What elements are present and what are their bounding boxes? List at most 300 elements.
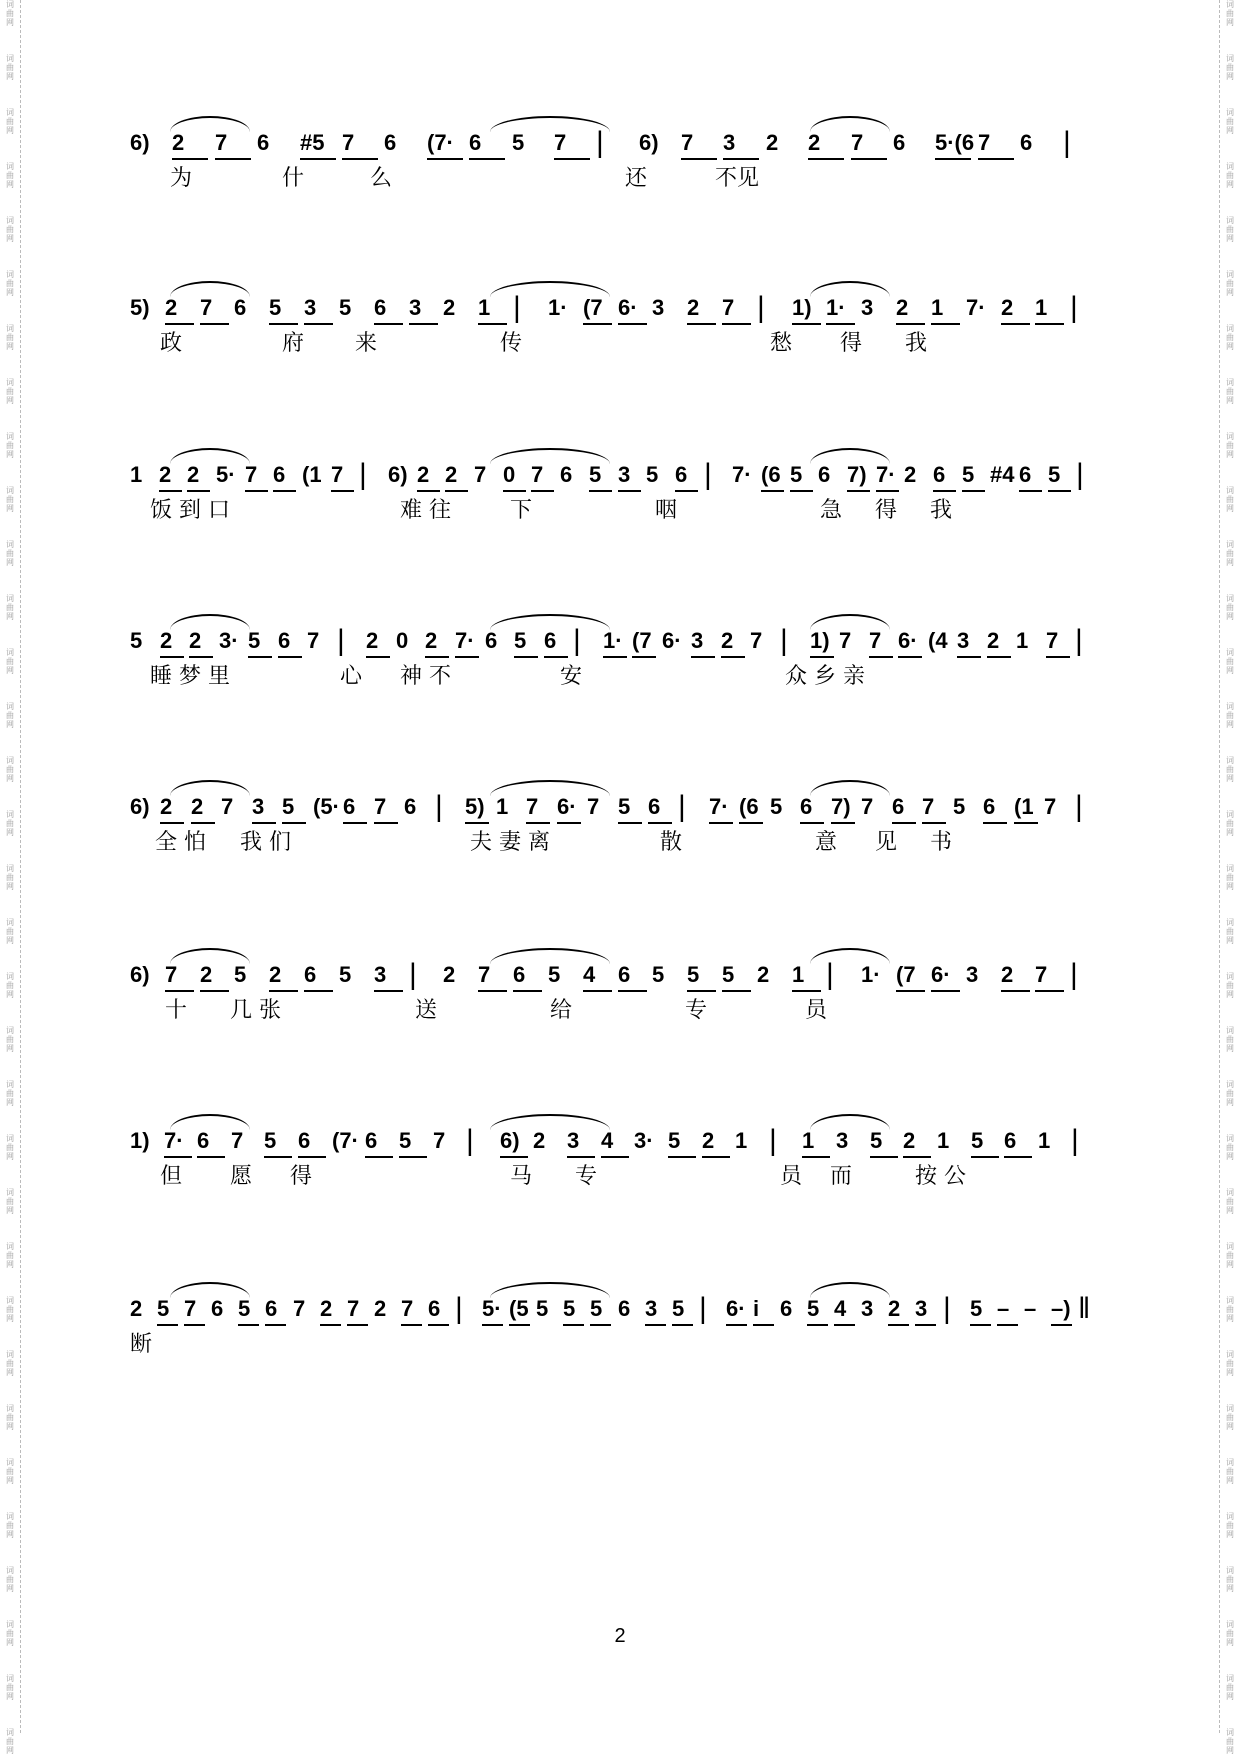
left-margin-watermark-strip [0, 0, 21, 1755]
note: 5 [548, 962, 561, 987]
beam-line [687, 990, 716, 992]
slur [490, 780, 610, 796]
slur [810, 281, 890, 297]
note: (7 [632, 628, 652, 653]
beam-line [401, 1324, 422, 1326]
note: 6 [675, 462, 688, 487]
beam-line [987, 656, 1011, 658]
beam-line [722, 990, 751, 992]
lyric: 不见 [715, 166, 760, 191]
note: 5 [514, 628, 527, 653]
note: 6 [374, 295, 387, 320]
note: 5 [339, 295, 352, 320]
note: (4 [928, 628, 948, 653]
watermark-mark: 词 曲 网 [6, 1458, 14, 1485]
watermark-mark: 词 曲 网 [1226, 1134, 1234, 1161]
note: 7 [554, 130, 567, 155]
beam-line [721, 656, 745, 658]
note: 2 [445, 462, 458, 487]
note: 6 [485, 628, 498, 653]
beam-line [557, 822, 581, 824]
beam-line [427, 158, 463, 160]
slur [810, 1114, 890, 1130]
beam-line [374, 822, 398, 824]
note: 5 [590, 1296, 603, 1321]
note: 7 [474, 462, 487, 487]
beam-line [618, 822, 642, 824]
beam-line [800, 822, 824, 824]
watermark-mark: 词 曲 网 [6, 1134, 14, 1161]
beam-line [465, 822, 489, 824]
watermark-mark: 词 曲 网 [6, 1026, 14, 1053]
slur [170, 780, 250, 796]
watermark-mark: 词 曲 网 [1226, 810, 1234, 837]
note: 2 [320, 1296, 333, 1321]
slur [490, 614, 610, 630]
watermark-mark: 词 曲 网 [1226, 0, 1234, 27]
note: 7 [839, 628, 852, 653]
beam-line [903, 1156, 931, 1158]
watermark-mark: 词 曲 网 [6, 1674, 14, 1701]
lyric: 专 [575, 1164, 598, 1189]
beam-line [563, 1324, 584, 1326]
lyric: 按 公 [915, 1164, 966, 1189]
beam-line [915, 1324, 936, 1326]
note: 2 [896, 295, 909, 320]
note: 2 [903, 1128, 916, 1153]
barline: | [769, 1124, 777, 1157]
beam-line [567, 1156, 595, 1158]
beam-line [172, 158, 208, 160]
note: 5 [790, 462, 803, 487]
beam-line [826, 323, 855, 325]
beam-line [709, 822, 733, 824]
note: 6 [560, 462, 573, 487]
note: 1· [826, 295, 846, 320]
beam-line [810, 656, 834, 658]
beam-line [165, 323, 194, 325]
lyric: 而 [830, 1164, 853, 1189]
note: 3 [836, 1128, 849, 1153]
note: 7 [347, 1296, 360, 1321]
lyric: 政 [160, 331, 183, 356]
beam-line [1001, 323, 1030, 325]
barline: | [1070, 291, 1078, 324]
watermark-mark: 词 曲 网 [1226, 1350, 1234, 1377]
note: 5 [563, 1296, 576, 1321]
lyric: 心 [340, 664, 363, 689]
beam-line [583, 323, 612, 325]
beam-line [983, 822, 1007, 824]
slur [810, 780, 890, 796]
beam-line [931, 323, 960, 325]
lyric: 断 [130, 1332, 153, 1357]
beam-line [618, 990, 647, 992]
watermark-mark: 词 曲 网 [6, 378, 14, 405]
note: 5 [770, 794, 783, 819]
beam-line [896, 323, 925, 325]
note: 2 [702, 1128, 715, 1153]
beam-line [589, 490, 612, 492]
note: 5 [807, 1296, 820, 1321]
barline: | [678, 790, 686, 823]
beam-line [320, 1324, 341, 1326]
beam-line [957, 656, 981, 658]
note: 7· [164, 1128, 184, 1153]
slur [490, 281, 610, 297]
lyric: 什 [282, 166, 305, 191]
barline: | [943, 1292, 951, 1325]
barline: | [1076, 458, 1084, 491]
lyric: 么 [370, 166, 393, 191]
note: 5 [652, 962, 665, 987]
watermark-mark: 词 曲 网 [1226, 1404, 1234, 1431]
note: 2 [687, 295, 700, 320]
slur [490, 116, 610, 132]
note: 3 [409, 295, 422, 320]
watermark-mark: 词 曲 网 [6, 702, 14, 729]
note: 6· [557, 794, 577, 819]
watermark-mark: 词 曲 网 [6, 54, 14, 81]
beam-line [935, 158, 971, 160]
note: 5 [962, 462, 975, 487]
note: 2 [189, 628, 202, 653]
note: 7 [165, 962, 178, 987]
beam-line [374, 323, 403, 325]
barline: | [1071, 1124, 1079, 1157]
beam-line [159, 490, 182, 492]
beam-line [304, 990, 333, 992]
note: 6 [818, 462, 831, 487]
note: 7 [750, 628, 763, 653]
note: 5 [512, 130, 525, 155]
watermark-mark: 词 曲 网 [6, 270, 14, 297]
beam-line [531, 490, 554, 492]
note: 3 [652, 295, 665, 320]
beam-line [200, 990, 229, 992]
beam-line [238, 1324, 259, 1326]
note: 2 [425, 628, 438, 653]
beam-line [160, 822, 184, 824]
beam-line [298, 1156, 326, 1158]
note: 3 [374, 962, 387, 987]
slur [170, 1114, 250, 1130]
slur [810, 448, 890, 464]
watermark-mark: 词 曲 网 [6, 0, 14, 27]
note: 3 [915, 1296, 928, 1321]
lyric: 见 [875, 830, 898, 855]
note: 2 [159, 462, 172, 487]
note: 1· [861, 962, 881, 987]
lyric: 咽 [655, 498, 678, 523]
note: 7 [331, 462, 344, 487]
beam-line [753, 1324, 774, 1326]
beam-line [645, 1324, 666, 1326]
beam-line [478, 323, 507, 325]
note: #5 [300, 130, 325, 155]
beam-line [618, 490, 641, 492]
beam-line [922, 822, 946, 824]
watermark-mark: 词 曲 网 [6, 918, 14, 945]
beam-line [503, 490, 526, 492]
lyric: 给 [550, 998, 573, 1023]
page-number: 2 [614, 1625, 626, 1647]
beam-line [157, 1324, 178, 1326]
beam-line [455, 656, 479, 658]
watermark-mark: 词 曲 网 [1226, 1080, 1234, 1107]
note: 7 [1046, 628, 1059, 653]
lyric: 难 往 [400, 498, 451, 523]
watermark-mark: 词 曲 网 [1226, 162, 1234, 189]
barline: | [757, 291, 765, 324]
watermark-mark: 词 曲 网 [1226, 1512, 1234, 1539]
note: 5 [687, 962, 700, 987]
note: 6· [726, 1296, 746, 1321]
barline: | [573, 624, 581, 657]
lyric: 我 [905, 331, 928, 356]
beam-line [278, 656, 302, 658]
beam-line [802, 1156, 830, 1158]
beam-line [164, 1156, 192, 1158]
note: 6 [384, 130, 397, 155]
lyric: 专 [685, 998, 708, 1023]
note: 7 [478, 962, 491, 987]
note: 5 [722, 962, 735, 987]
barline: | [409, 958, 417, 991]
note: 7 [869, 628, 882, 653]
beam-line [790, 490, 813, 492]
watermark-mark: 词 曲 网 [6, 216, 14, 243]
beam-line [514, 656, 538, 658]
note: 6) [130, 794, 150, 819]
note: 0 [396, 628, 409, 653]
note: 6 [800, 794, 813, 819]
beam-line [265, 1324, 286, 1326]
note: (7· [427, 130, 454, 155]
note: 5· [216, 462, 236, 487]
note: 6) [388, 462, 408, 487]
lyric: 全 怕 [155, 830, 206, 855]
beam-line [269, 990, 298, 992]
note: 7 [231, 1128, 244, 1153]
beam-line [428, 1324, 449, 1326]
beam-line [509, 1324, 530, 1326]
lyric: 还 [625, 166, 648, 191]
beam-line [761, 490, 784, 492]
beam-line [869, 656, 893, 658]
note: 5) [465, 794, 485, 819]
note: 5 [953, 794, 966, 819]
beam-line [554, 158, 590, 160]
slur [490, 1114, 610, 1130]
barline: | [596, 126, 604, 159]
note: 5 [589, 462, 602, 487]
note: 7· [732, 462, 752, 487]
lyric: 员 [780, 1164, 803, 1189]
lyric: 急 [820, 498, 843, 523]
watermark-mark: 词 曲 网 [1226, 1026, 1234, 1053]
beam-line [200, 323, 229, 325]
note: 6 [1019, 462, 1032, 487]
slur [810, 1282, 890, 1298]
note: (6 [739, 794, 759, 819]
lyric: 睡 梦 里 [150, 664, 230, 689]
note: 6 [197, 1128, 210, 1153]
note: 7 [374, 794, 387, 819]
watermark-mark: 词 曲 网 [6, 864, 14, 891]
beam-line [978, 158, 1014, 160]
beam-line [933, 490, 956, 492]
note: 6 [544, 628, 557, 653]
beam-line [331, 490, 354, 492]
note: 2 [187, 462, 200, 487]
note: 6 [265, 1296, 278, 1321]
note: 1 [937, 1128, 950, 1153]
beam-line [831, 822, 855, 824]
note: 6 [618, 962, 631, 987]
lyric: 传 [500, 331, 523, 356]
beam-line [425, 656, 449, 658]
beam-line [834, 1324, 855, 1326]
lyric: 得 [875, 498, 898, 523]
note: 6 [278, 628, 291, 653]
beam-line [888, 1324, 909, 1326]
note: 7· [709, 794, 729, 819]
beam-line [1035, 323, 1064, 325]
note: 7 [307, 628, 320, 653]
note: 5 [668, 1128, 681, 1153]
beam-line [469, 158, 505, 160]
lyric: 来 [355, 331, 378, 356]
note: 2 [888, 1296, 901, 1321]
barline: | [513, 291, 521, 324]
barline: | [1075, 790, 1083, 823]
note: 6 [273, 462, 286, 487]
note: 4 [583, 962, 596, 987]
note: 2 [269, 962, 282, 987]
watermark-mark: 词 曲 网 [1226, 486, 1234, 513]
beam-line [672, 1324, 693, 1326]
watermark-mark: 词 曲 网 [1226, 324, 1234, 351]
watermark-mark: 词 曲 网 [1226, 864, 1234, 891]
beam-line [896, 990, 925, 992]
watermark-mark: 词 曲 网 [1226, 1728, 1234, 1755]
beam-line [792, 990, 821, 992]
watermark-mark: 词 曲 网 [6, 1350, 14, 1377]
watermark-mark: 词 曲 网 [1226, 54, 1234, 81]
note: 7 [526, 794, 539, 819]
lyric: 下 [510, 498, 533, 523]
note: 7 [861, 794, 874, 819]
beam-line [590, 1324, 611, 1326]
barline: | [826, 958, 834, 991]
note: 6 [780, 1296, 793, 1321]
note: 5 [282, 794, 295, 819]
watermark-mark: 词 曲 网 [6, 162, 14, 189]
barline: ‖ [1078, 1292, 1091, 1325]
beam-line [847, 490, 870, 492]
beam-line [184, 1324, 205, 1326]
note: (1 [302, 462, 322, 487]
beam-line [526, 822, 550, 824]
barline: | [1063, 126, 1071, 159]
note: 5·(6 [935, 130, 975, 155]
note: 6 [933, 462, 946, 487]
beam-line [215, 158, 251, 160]
beam-line [245, 490, 268, 492]
note: – [997, 1296, 1010, 1321]
beam-line [282, 822, 306, 824]
note: 6 [304, 962, 317, 987]
beam-line [723, 158, 759, 160]
lyric: 得 [840, 331, 863, 356]
note: 1 [802, 1128, 815, 1153]
note: 2 [987, 628, 1000, 653]
note: 3 [966, 962, 979, 987]
beam-line [366, 656, 390, 658]
note: 7 [215, 130, 228, 155]
note: 5 [536, 1296, 549, 1321]
note: 2 [808, 130, 821, 155]
note: 6 [892, 794, 905, 819]
note: 2 [721, 628, 734, 653]
note: 3 [304, 295, 317, 320]
watermark-mark: 词 曲 网 [6, 1188, 14, 1215]
lyric: 夫 妻 离 [470, 830, 550, 855]
beam-line [374, 990, 403, 992]
beam-line [248, 656, 272, 658]
watermark-mark: 词 曲 网 [6, 108, 14, 135]
beam-line [191, 822, 215, 824]
beam-line [1014, 822, 1038, 824]
beam-line [1051, 1324, 1072, 1326]
note: 5 [238, 1296, 251, 1321]
barline: | [1075, 624, 1083, 657]
note: 6) [130, 962, 150, 987]
note: #4 [990, 462, 1015, 487]
beam-line [1004, 1156, 1032, 1158]
note: 3 [861, 1296, 874, 1321]
beam-line [931, 990, 960, 992]
note: 7 [1044, 794, 1057, 819]
beam-line [898, 656, 922, 658]
beam-line [618, 323, 647, 325]
watermark-mark: 词 曲 网 [1226, 216, 1234, 243]
note: 5 [646, 462, 659, 487]
note: 2 [417, 462, 430, 487]
note: 5) [130, 295, 150, 320]
note: 6) [639, 130, 659, 155]
note: 2 [160, 794, 173, 819]
slur [170, 281, 250, 297]
watermark-mark: 词 曲 网 [6, 1566, 14, 1593]
note: 3 [618, 462, 631, 487]
note: 2 [191, 794, 204, 819]
note: 6 [513, 962, 526, 987]
beam-line [513, 990, 542, 992]
note: 6) [500, 1128, 520, 1153]
note: 7 [293, 1296, 306, 1321]
watermark-mark: 词 曲 网 [1226, 1296, 1234, 1323]
slur [490, 448, 610, 464]
beam-line [1001, 990, 1030, 992]
beam-line [603, 656, 627, 658]
lyric: 散 [660, 830, 683, 855]
watermark-mark: 词 曲 网 [6, 972, 14, 999]
watermark-mark: 词 曲 网 [1226, 108, 1234, 135]
note: (6 [761, 462, 781, 487]
beam-line [189, 656, 213, 658]
